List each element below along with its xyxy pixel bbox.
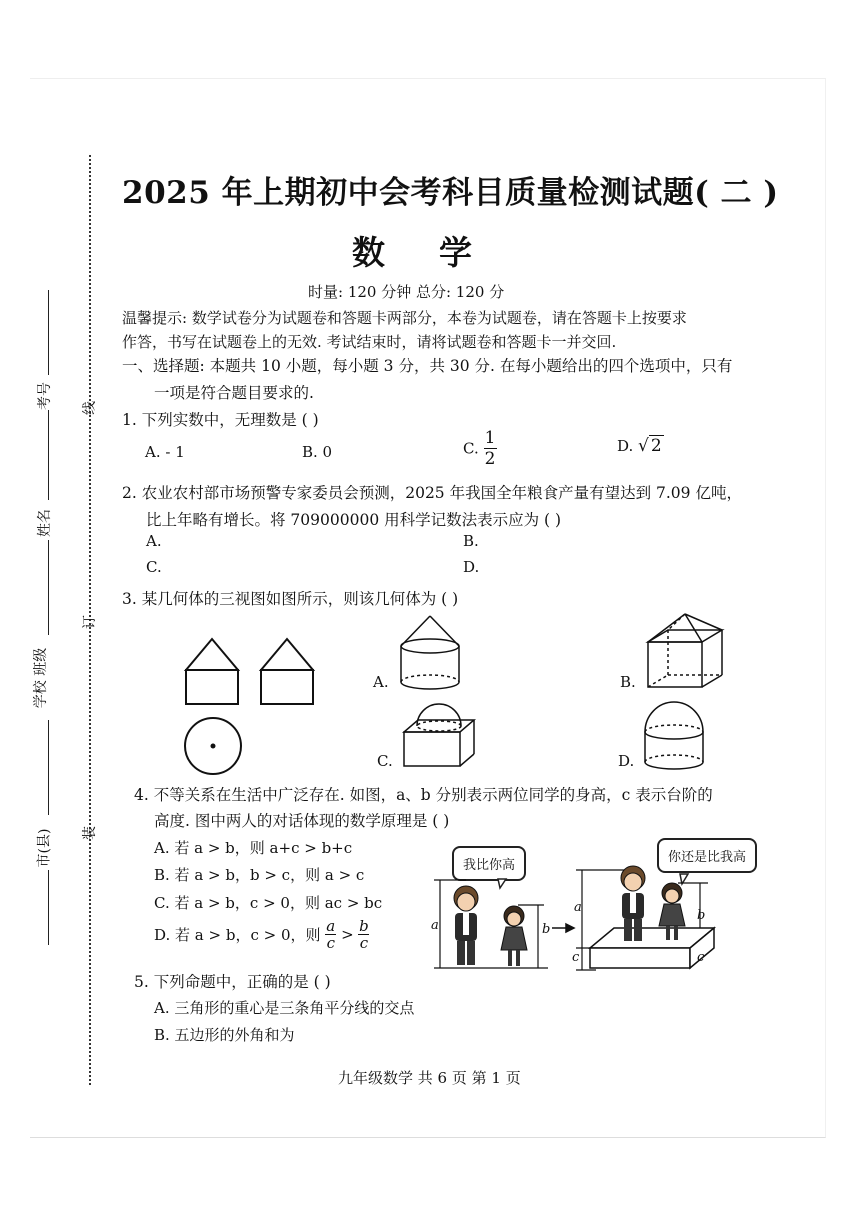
q4-option-a[interactable]: A. 若 a > b，则 a+c > b+c: [154, 839, 353, 857]
section1-line2: 一项是符合题目要求的.: [154, 384, 314, 402]
q4-line2: 高度. 图中两人的对话体现的数学原理是 ( ): [154, 812, 450, 830]
q1-option-b[interactable]: B. 0: [302, 443, 333, 461]
q2-line1: 2. 农业农村部市场预警专家委员会预测，2025 年我国全年粮食产量有望达到 7.09 亿吨，: [122, 484, 742, 502]
q3-stem: 3. 某几何体的三视图如图所示，则该几何体为 ( ): [122, 590, 459, 608]
subject-title: 数学: [352, 233, 526, 272]
label-a-right: a: [574, 900, 582, 915]
q1-c-numerator: 1: [484, 428, 496, 448]
q4-d-fraction-1: [325, 918, 336, 951]
three-view-figure: [180, 634, 320, 779]
q2-option-d[interactable]: D.: [463, 558, 480, 576]
top-view-center: [211, 744, 216, 749]
label-xian: 线: [82, 401, 98, 415]
label-c-right: c: [697, 950, 705, 965]
q5-option-a[interactable]: A. 三角形的重心是三条角平分线的交点: [154, 999, 415, 1017]
q2-line2: 比上年略有增长。将 709000000 用科学记数法表示应为 ( ): [146, 511, 562, 529]
blank-xingming[interactable]: [48, 410, 49, 500]
label-b-left: b: [542, 922, 551, 937]
q4-d-den2: c: [359, 934, 369, 952]
q1-stem: 1. 下列实数中，无理数是 ( ): [122, 411, 319, 429]
label-c-right-left: c: [572, 950, 580, 965]
q1-option-d[interactable]: [617, 436, 664, 456]
blank-shi-xian[interactable]: [48, 870, 49, 945]
time-info: 时量: 120 分钟 总分: 120 分: [308, 283, 505, 301]
q3-option-b[interactable]: B.: [620, 673, 636, 691]
q1-option-a[interactable]: A. - 1: [145, 443, 185, 461]
q3-option-d[interactable]: D.: [618, 752, 635, 770]
q5-option-b[interactable]: B. 五边形的外角和为: [154, 1026, 295, 1044]
left-boy: [454, 886, 478, 965]
label-shi-xian: 市(县): [36, 828, 53, 868]
q4-option-d[interactable]: [154, 918, 369, 951]
section1-line1: 一、选择题: 本题共 10 小题，每小题 3 分，共 30 分. 在每小题给出的四个选项中，只有: [122, 357, 733, 375]
front-view-rect: [186, 670, 238, 704]
q5-stem: 5. 下列命题中，正确的是 ( ): [134, 973, 331, 991]
q1-d-sqrt: √ 2: [638, 436, 662, 456]
q4-d-num2: b: [359, 917, 369, 935]
q4-d-prefix: D. 若 a > b，c > 0，则: [154, 926, 321, 944]
q3-figure-a-cone-cylinder[interactable]: [398, 614, 464, 692]
q2-option-b[interactable]: B.: [463, 532, 479, 550]
q3-option-c[interactable]: C.: [377, 752, 393, 770]
q4-d-num1: a: [326, 917, 336, 935]
q4-d-gt: >: [341, 925, 354, 944]
label-a-left: a: [431, 918, 439, 933]
label-b-right: b: [697, 908, 706, 923]
q4-d-fraction-2: [358, 918, 369, 951]
label-ding: 订: [82, 615, 98, 629]
tip-line-2: 作答，书写在试题卷上的无效. 考试结束时，请将试题卷和答题卡一并交回.: [122, 333, 617, 351]
page-footer: 九年级数学 共 6 页 第 1 页: [338, 1069, 521, 1087]
blank-kaohao[interactable]: [48, 290, 49, 375]
q4-d-den1: c: [326, 934, 335, 952]
label-zhuang: 装: [82, 826, 98, 840]
q1-c-label: C.: [463, 439, 479, 458]
q1-c-fraction: [484, 428, 497, 469]
q4-option-b[interactable]: B. 若 a > b，b > c，则 a > c: [154, 866, 365, 884]
q4-option-c[interactable]: C. 若 a > b，c > 0，则 ac > bc: [154, 894, 383, 912]
side-view-triangle: [261, 639, 313, 670]
q2-option-c[interactable]: C.: [146, 558, 162, 576]
step-platform: [590, 928, 714, 968]
q1-c-denominator: 2: [484, 449, 496, 469]
label-kaohao: 考号: [37, 382, 53, 410]
bubble-left: 我比你高: [452, 846, 526, 881]
q3-option-a[interactable]: A.: [373, 673, 389, 691]
left-girl: [501, 906, 527, 966]
blank-xuexiao[interactable]: [48, 720, 49, 815]
q3-figure-d-hemisphere-cylinder[interactable]: [642, 700, 708, 772]
front-view-triangle: [186, 639, 238, 670]
q2-option-a[interactable]: A.: [146, 532, 162, 550]
q4-line1: 4. 不等关系在生活中广泛存在. 如图，a、b 分别表示两位同学的身高，c 表示台阶的: [134, 786, 713, 804]
label-xuexiao-banji: 学校 班级: [33, 647, 50, 709]
q1-option-c[interactable]: [463, 428, 497, 469]
label-xingming: 姓名: [37, 509, 53, 537]
side-view-rect: [261, 670, 313, 704]
blank-banji[interactable]: [48, 540, 49, 635]
bubble-right: 你还是比我高: [657, 838, 757, 873]
q1-d-radicand: 2: [650, 436, 662, 456]
q1-d-label: D.: [617, 437, 634, 455]
tip-line-1: 温馨提示: 数学试卷分为试题卷和答题卡两部分，本卷为试题卷，请在答题卡上按要求: [122, 309, 687, 327]
exam-title: 2025 年上期初中会考科目质量检测试题( 二 ): [122, 175, 779, 211]
q3-figure-b-pyramid-cube[interactable]: [646, 612, 726, 692]
q3-figure-c-sphere-cube[interactable]: [402, 702, 476, 770]
